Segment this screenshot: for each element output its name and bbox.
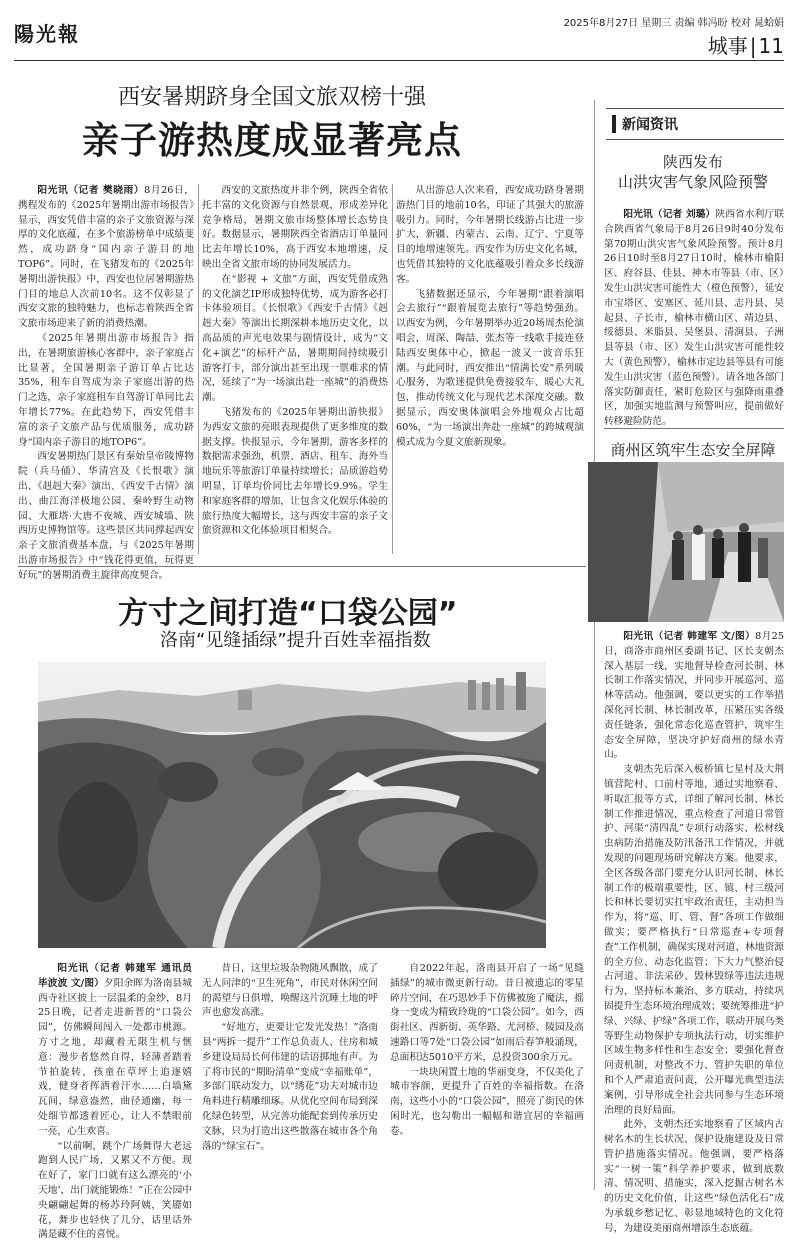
brief1-paragraph: 阳光讯（记者 刘璐）陕西省水利厅联合陕西省气象局于8月26日9时40分发布第70期山洪灾害气象风险预警。预计8月26日10时至8月27日10时，榆林市榆阳区、府谷县、佳县、神木市等县（市、区）发生山洪灾害可能性大（橙色预警），延安市宝塔区、安塞区、延川县、志丹县、吴起县、子长市，榆林市横山区、靖边县、绥德县、米脂县、吴堡县、清涧县、子洲县等县（市、区）发生山洪灾害可能性较大（黄色预警），榆林市定边县等县有可能发生山洪灾害（蓝色预警）。请各地各部门落实防御责任，紧盯危险区与强降雨重叠区，加强实地监测与预警叫应，提前做好转移避险防范。 xyxy=(604,209,785,428)
issue-info: 2025年8月27日 星期三 责编 韩冯盼 校对 晁蛤娟 xyxy=(563,18,784,29)
brief2-paragraph-3: 此外，支朝杰还实地察看了区域内古树名木的生长状况、保护设施建设及日常管护措施落实情况。他强调，要严格落实“一树一策”科学养护要求，做到底数清、情况明、措施实，深入挖掘古树名木的历史文化价值，让这些“绿色活化石”成为承载乡愁记忆、彰显地域特色的文化符号，为建设美丽商州增添生态底蕴。 xyxy=(604,1119,784,1234)
article1-paragraph-4: 西安的文旅热度并非个例，陕西全省依托丰富的文化资源与自然景观，形成差异化竞争格局，暑期文旅市场整体增长态势良好。数据显示，暑期陕西全省酒店订单量同比去年增长10%，高于西安本地增速，反映出全省文旅市场的协同发展活力。 xyxy=(202,185,388,270)
brief2-paragraph-1: 阳光讯（记者 韩建军 文/图）8月25日，商洛市商州区委副书记、区长支朝杰深入基层一线，实地督导检查河长制、林长制工作落实情况，并同步开展巡河、巡林等活动。他强调，要以更实的工作举措深化河长制、林长制改革，压紧压实各级责任链条，强化常态化巡查管护，筑牢生态安全屏障，坚决守护好商州的绿水青山。 xyxy=(604,631,784,761)
article2-paragraph-1: 阳光讯（记者 韩建军 通讯员 毕波波 文/图）夕阳余晖为洛南县城西寺社区披上一层温柔的金纱，8月25日晚，记者走进新晋的“口袋公园”，仿佛瞬间闯入一处都市桃源。方寸之地，却藏着无限生机与惬意：漫步者悠然自得，轻薄者踏着节拍旋转，孩童在草坪上追逐嬉戏，健身者挥洒着汗水……白墙黛瓦间，绿意盎然，曲径通幽，每一处细节都透着匠心，让人不禁眼前一亮，心生欢喜。 xyxy=(38,963,192,1137)
article1-paragraph-3: 西安暑期热门景区有秦始皇帝陵博物院（兵马俑）、华清宫及《长恨歌》演出、《赳赳大秦》演出、《西安千古情》演出、曲江海洋极地公园、秦岭野生动物园、大雁塔·大唐不夜城、西安城墙、陕西历史博物馆等。这些景区共同撑起西安亲子文旅消费基本盘，与《2025年暑期出游市场报告》中“钱花得更值，玩得更好玩”的暑期消费主旋律高度契合。 xyxy=(18,451,194,581)
brief1-title xyxy=(602,152,784,192)
section-separator: | xyxy=(749,34,757,58)
article2-col3 xyxy=(390,962,584,1184)
pocket-park-photo xyxy=(38,662,546,948)
page-number: 11 xyxy=(758,34,784,58)
article2-paragraph-6: 一块块闲置土地的华丽变身，不仅美化了城市容颜，更提升了百姓的幸福指数。在洛南，这些小小的“口袋公园”，照亮了街民的休闲时光，也勾勒出一幅幅和谐宜居的幸福画卷。 xyxy=(390,1066,584,1137)
brief1-title-line2: 山洪灾害气象风险预警 xyxy=(617,173,768,191)
article2-subtitle: 洛南“见缝插绿”提升百姓幸福指数 xyxy=(160,630,431,651)
article1-paragraph-5: 在“影视 + 文旅”方面，西安凭借成熟的文化演艺IP形成独特优势，成为游客必打卡体验项目。《长恨歌》《西安千古情》《赳赳大秦》等演出长期深耕本地历史文化，以高品质的声光电效果与剧情设计，成为“文化+演艺”的标杆产品，暑期期间持续吸引游客打卡，部分演出甚至出现一票难求的情况，延续了“为一场演出赴一座城”的消费热潮。 xyxy=(202,273,388,404)
masthead xyxy=(14,14,784,62)
article1-paragraph-6: 飞猪发布的《2025年暑期出游快报》为西安文旅的亮眼表现提供了更多维度的数据支撑。快报显示，今年暑期，游客多样的数据需求强劲，机票、酒店、租车、海外当地玩乐等旅游订单量持续增长；品质游趋势明显，订单均价同比去年增长9.9%。学生和家庭客群的增加，让包含文化娱乐体验的旅行热度大幅增长，这与西安丰富的亲子文旅资源和文化体验项目相契合。 xyxy=(202,406,388,537)
article1-title: 亲子游热度成显著亮点 xyxy=(82,119,462,162)
section-name: 城事 xyxy=(707,34,748,58)
brief2-title-line1: 商州区筑牢生态安全屏障 xyxy=(610,441,776,459)
section-tag xyxy=(708,30,784,59)
article1-col3 xyxy=(396,184,584,554)
brief2-body xyxy=(604,630,784,1234)
section-marker-icon xyxy=(612,115,616,133)
article1-paragraph-7: 从出游总人次来看，西安成功跻身暑期游热门目的地前10名，印证了其强大的旅游吸引力。同时，今年暑期长线游占比进一步扩大，新疆、内蒙古、云南、辽宁、宁夏等目的地增速领先。西安作为历史文化名城，也凭借其独特的文化底蕴吸引着众多长线游客。 xyxy=(396,185,584,285)
article2-col1 xyxy=(38,962,192,1241)
article1-col1 xyxy=(18,184,194,581)
article2-paragraph-2: “以前啊，跳个广场舞得大老远跑到人民广场，又累又不方便。现在好了，家门口就有这么漂亮的‘小天地’，出门就能锻炼！”正在公园中央翩翩起舞的杨苏玲阿姨，笑靥如花，舞步也轻快了几分，话里话外满是藏不住的喜悦。 xyxy=(38,1140,192,1241)
article1-byline: 阳光讯（记者 樊晓雨） xyxy=(37,185,145,196)
masthead-rule xyxy=(14,60,784,61)
sidebar-divider xyxy=(594,100,595,1190)
article1-subtitle: 西安暑期跻身全国文旅双榜十强 xyxy=(118,85,427,110)
river-inspection-image xyxy=(588,462,784,622)
article2-paragraph-5: 自2022年起，洛南县开启了一场“见缝插绿”的城市微更新行动。昔日被遗忘的零星碎片空间，在巧思妙手下仿佛被施了魔法，摇身一变成为精致玲珑的“口袋公园”。如今，西街社区、西新街、英华路、尤河桥、陵园及高速路口等7处“口袋公园”如雨后春笋般涌现，总面积达5010平方米，总投资300余万元。 xyxy=(390,963,584,1063)
article1-paragraph-8: 飞猪数据还显示，今年暑期“跟着演唱会去旅行”“跟着展览去旅行”等趋势强劲。以西安为例，今年暑期举办近20场周杰伦演唱会，周深、陶喆、张杰等一线歌手接连登陆西安奥体中心，掀起一波又一波音乐狂潮。与此同时，西安推出“情满长安”系列暖心服务，为歌迷提供免费接驳车、暖心大礼包，推动传统文化与现代艺术深度交融。数据显示，西安奥体演唱会外地观众占比超60%，“为一场演出奔赴一座城”的跨城观演模式成为今夏文旅新现象。 xyxy=(396,288,584,448)
brief-divider xyxy=(604,428,784,429)
brief1-title-line1: 陕西发布 xyxy=(662,153,723,171)
pocket-park-image xyxy=(38,662,546,948)
brief1-body xyxy=(604,208,785,428)
article1-paragraph-1: 阳光讯（记者 樊晓雨）8月26日，携程发布的《2025年暑期出游市场报告》显示，西安凭借丰富的亲子文旅资源与深厚的文化底蕴，在多个旅游榜单中成绩斐然，成功跻身“国内亲子游目的地TOP6”。同时，在飞猪发布的《2025年暑期出游快报》中，西安也位居暑期游热门目的地总人次前10名。这不仅彰显了西安文旅的独特魅力，也标志着陕西全省文旅市场迎来了新的消费热潮。 xyxy=(18,185,194,330)
article2-byline: 阳光讯（记者 韩建军 通讯员 毕波波 文/图） xyxy=(38,963,192,989)
article-divider xyxy=(18,566,586,567)
news-section-header xyxy=(606,108,784,140)
brief1-byline: 阳光讯（记者 刘璐） xyxy=(623,209,716,220)
article2-title: 方寸之间打造“口袋公园” xyxy=(118,596,458,631)
article2-paragraph-4: “好地方，更要让它发光发热！”洛南县“两拆一提升”工作总负责人、住房和城乡建设局局长何伟建的话语掷地有声。为了将市民的“期盼清单”变成“幸福账单”，多部门联动发力，以“绣花”功夫对城市边角料进行精雕细琢。从优化空间布局到深化绿色转型，从完善功能配套到传承历史文脉，只为打造出这些散落在城市各个角落的“绿宝石”。 xyxy=(202,1022,378,1152)
brief2-paragraph-2: 支朝杰先后深入板桥镇七星村及大荆镇营陀村、口前村等地，通过实地察看、听取汇报等方式，详细了解河长制、林长制工作推进情况，重点检查了河道日常管护、河渠“清四乱”专项行动落实、松材线虫病防治措施及防汛备汛工作情况，并就发现的问题现场研究解决方案。他要求，全区各级各部门要充分认识河长制、林长制工作的极端重要性，区、镇、村三级河长和林长要切实扛牢政治责任，主动担当作为，将“巡、盯、管、督”各项工作做细做实；要严格执行“日常巡查+专项督查”工作机制，确保实现对河道、林地资源的全方位、动态化监管；下大力气整治侵占河道、非法采砂、毁林毁绿等违法违规行为，坚持标本兼治、多方联动，持续巩固提升生态环境治理成效；要统筹推进“护绿、兴绿、护绿”各项工作，联动开展乌类等野生动物保护专项执法行动，切实维护区域生物多样性和生态安全；要强化督查问责机制，对整改不力、管护失职的单位和个人严肃追责问责，公开曝光典型违法案例，引导形成全社会共同参与生态环境治理的良好局面。 xyxy=(604,764,784,1116)
column-divider xyxy=(198,184,199,554)
column-divider xyxy=(392,184,393,554)
article2-col2 xyxy=(202,962,378,1184)
article2-paragraph-3: 昔日，这里垃圾杂物随风飘散，成了无人问津的“卫生死角”，市民对休闲空间的渴望与日俱增，唤醒这片沉睡土地的呼声也愈发高涨。 xyxy=(202,963,378,1019)
article1-paragraph-2: 《2025年暑期出游市场报告》指出，在暑期旅游核心客群中，亲子家庭占比显著，全国暑期亲子游订单占比达35%，租车自驾成为亲子家庭出游的热门之选，亲子家庭租车自驾游订单同比去年增长77%。在此趋势下，西安凭借丰富的亲子文旅产品与优质服务，成功跻身“国内亲子游目的地TOP6”。 xyxy=(18,332,194,448)
paper-name: 陽光報 xyxy=(14,22,80,46)
river-inspection-photo xyxy=(588,462,784,622)
news-section-label: 新闻资讯 xyxy=(622,117,678,133)
article1-col2 xyxy=(202,184,388,554)
brief2-byline: 阳光讯（记者 韩建军 文/图） xyxy=(623,631,756,642)
